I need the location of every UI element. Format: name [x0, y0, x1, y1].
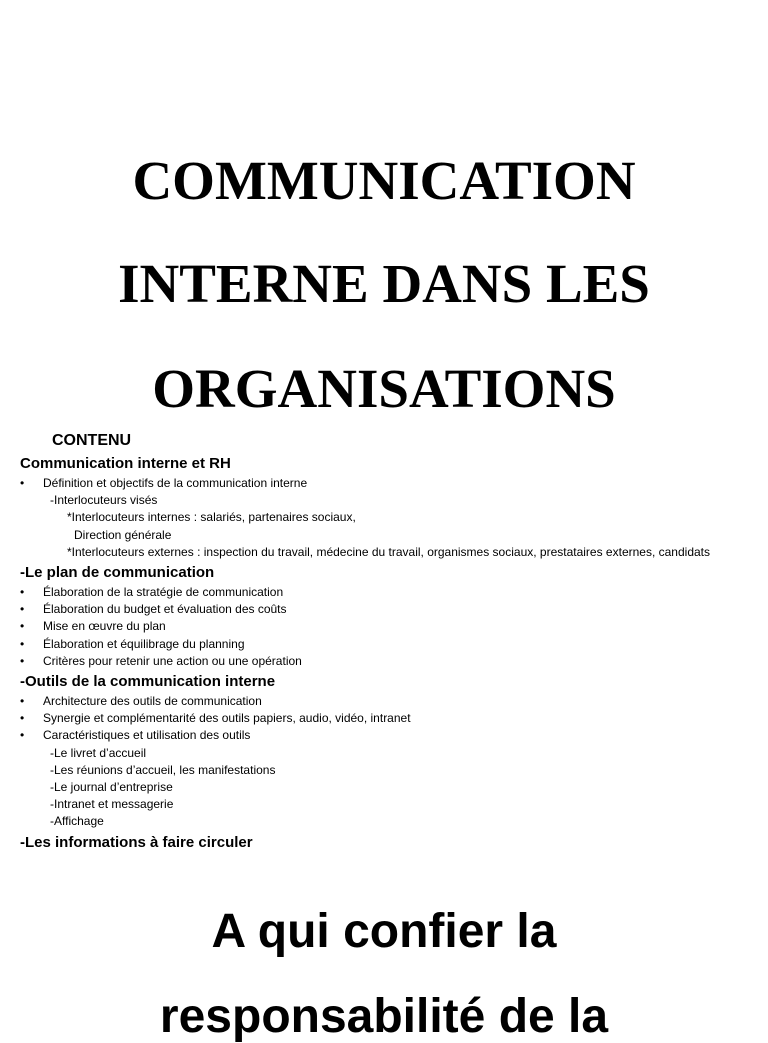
document-title-line-2: INTERNE DANS LES: [118, 253, 650, 314]
bullet-item: • Élaboration et équilibrage du planning: [20, 636, 760, 653]
sub-item: -Le livret d’accueil: [50, 745, 147, 760]
contenu-label: CONTENU: [52, 432, 132, 449]
sub-item: Direction générale: [74, 527, 172, 542]
document-title-line-3: ORGANISATIONS: [152, 358, 616, 419]
sub-item: -Affichage: [50, 814, 104, 829]
section-2-bullets: [20, 584, 760, 670]
bullet-item: • Élaboration du budget et évaluation des coûts: [20, 601, 760, 618]
document-title-line-1: COMMUNICATION: [132, 150, 636, 211]
question-heading-line-1: A qui confier la: [211, 905, 557, 958]
sub-item: *Interlocuteurs externes : inspection du travail, médecine du travail, organismes sociaux, prestataires externes, candidats: [67, 544, 710, 559]
bullet-item: • Définition et objectifs de la communication interne: [20, 475, 760, 492]
sub-item: -Intranet et messagerie: [50, 797, 174, 812]
bullet-item: • Critères pour retenir une action ou une opération: [20, 653, 760, 670]
section-heading-outils: -Outils de la communication interne: [20, 673, 276, 691]
sub-item: -Les réunions d’accueil, les manifestations: [50, 762, 276, 777]
section-3-bullets: [20, 693, 760, 745]
sub-item: -Interlocuteurs visés: [50, 493, 158, 508]
bullet-item: • Caractéristiques et utilisation des outils: [20, 727, 760, 744]
question-heading-line-2: responsabilité de la: [159, 990, 609, 1043]
sub-item: -Le journal d’entreprise: [50, 780, 173, 795]
content-outline: [20, 428, 760, 854]
bullet-item: • Architecture des outils de communication: [20, 693, 760, 710]
bullet-item: • Mise en œuvre du plan: [20, 618, 760, 635]
bullet-item: • Élaboration de la stratégie de communication: [20, 584, 760, 601]
section-heading-informations: -Les informations à faire circuler: [20, 833, 253, 851]
section-heading-communication-rh: Communication interne et RH: [20, 455, 231, 472]
bullet-item: • Synergie et complémentarité des outils papiers, audio, vidéo, intranet: [20, 710, 760, 727]
section-heading-plan: -Le plan de communication: [20, 564, 215, 582]
section-1-bullets: [20, 475, 760, 492]
sub-item: *Interlocuteurs internes : salariés, partenaires sociaux,: [67, 510, 356, 525]
